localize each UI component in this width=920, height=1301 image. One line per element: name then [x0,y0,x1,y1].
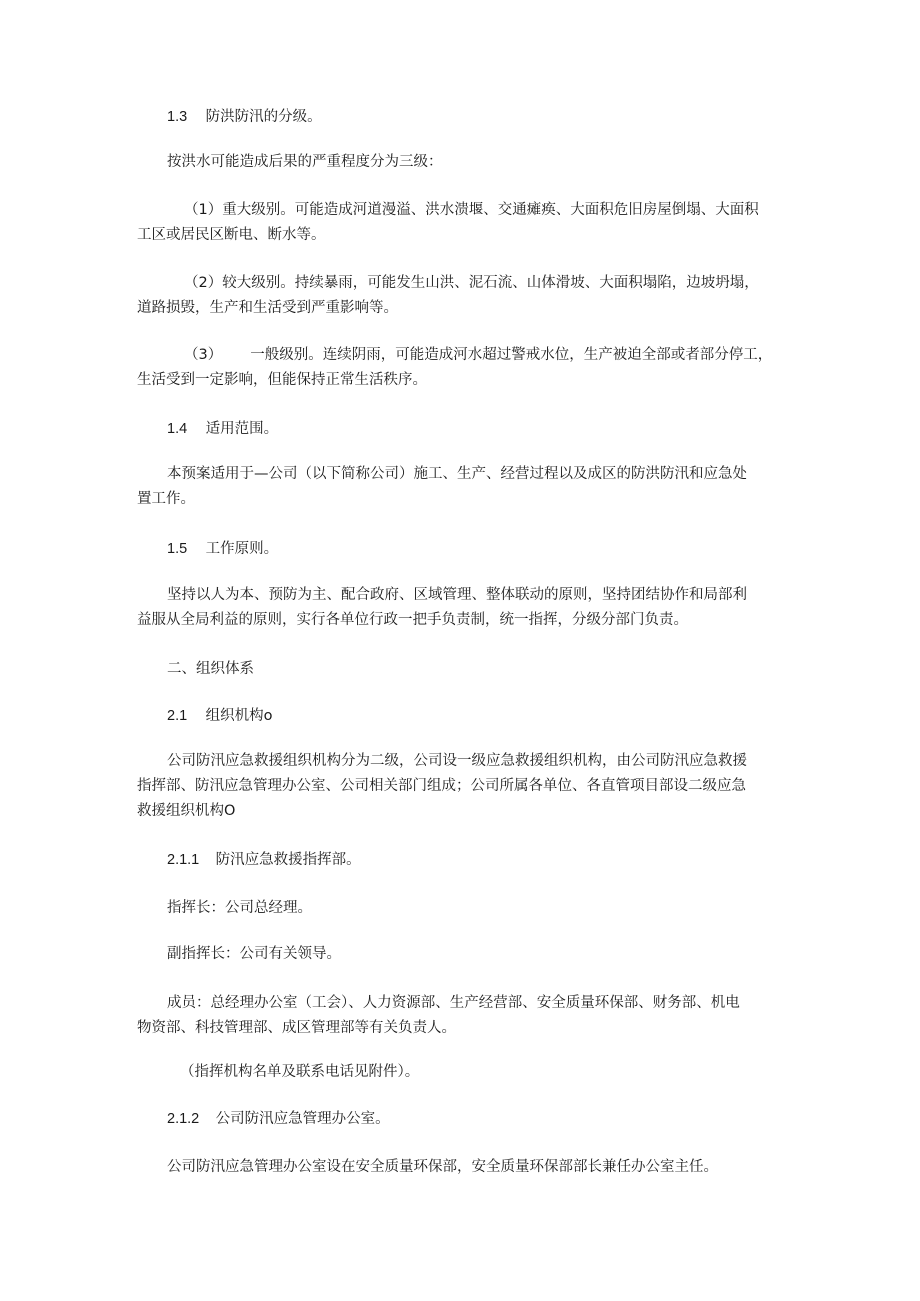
section-number: 1.4 [167,421,188,437]
section-title: 防洪防汛的分级。 [205,109,322,125]
paragraph-line: 救援组织机构O [137,803,236,819]
list-item-level-3 [137,343,798,393]
list-item-line: 工区或居民区断电、断水等。 [137,227,326,243]
paragraph-line: 公司防汛应急救援组织机构分为二级，公司设一级应急救援组织机构，由公司防汛应急救援 [167,753,747,769]
list-item-line: 一般级别。连续阴雨，可能造成河水超过警戒水位，生产被迫全部或者部分停工， [250,347,773,363]
paragraph-line: 坚持以人为本、预防为主、配合政府、区域管理、整体联动的原则，坚持团结协作和局部利 [167,587,747,603]
paragraph-note: （指挥机构名单及联系电话见附件）。 [180,1064,420,1080]
paragraph-organization [137,749,797,824]
section-number: 2.1.2 [167,1111,200,1127]
list-item-marker: （3） [184,347,223,363]
paragraph-classification-intro: 按洪水可能造成后果的严重程度分为三级： [167,154,443,170]
section-heading-1-3 [167,105,797,130]
section-title: 防汛应急救援指挥部。 [215,852,361,868]
paragraph-members [137,991,797,1041]
list-item-line: 道路损毁，生产和生活受到严重影响等。 [137,300,398,316]
section-heading-2-1-1 [167,848,797,873]
section-heading-1-5 [167,537,797,562]
paragraph-line: 成员：总经理办公室（工会）、人力资源部、生产经营部、安全质量环保部、财务部、机电 [167,995,740,1011]
paragraph-line: 物资部、科技管理部、成区管理部等有关负责人。 [137,1020,456,1036]
section-number: 2.1.1 [167,852,200,868]
paragraph-line: 本预案适用于—公司（以下简称公司）施工、生产、经营过程以及成区的防洪防汛和应急处 [167,466,747,482]
paragraph-line: 置工作。 [137,491,195,507]
list-item-line: （1）重大级别。可能造成河道漫溢、洪水溃堰、交通瘫痪、大面积危旧房屋倒塌、大面积 [184,202,759,218]
paragraph-vice-commander: 副指挥长：公司有关领导。 [167,946,341,962]
list-item-line: 生活受到一定影响，但能保持正常生活秩序。 [137,372,427,388]
section-heading-2-1 [167,704,797,729]
list-item-line: （2）较大级别。持续暴雨，可能发生山洪、泥石流、山体滑坡、大面积塌陷，边坡坍塌， [184,275,759,291]
part-heading-organization: 二、组织体系 [167,661,254,677]
section-title: 公司防汛应急管理办公室。 [215,1111,390,1127]
paragraph-commander: 指挥长：公司总经理。 [167,900,312,916]
paragraph-line: 益服从全局利益的原则，实行各单位行政一把手负责制，统一指挥，分级分部门负责。 [137,612,688,628]
paragraph-scope [137,462,797,512]
paragraph-office: 公司防汛应急管理办公室设在安全质量环保部，安全质量环保部部长兼任办公室主任。 [167,1159,718,1175]
section-heading-2-1-2 [167,1107,797,1132]
section-title: 组织机构o [205,708,273,724]
section-heading-1-4 [167,417,797,442]
list-item-level-1 [137,198,798,248]
paragraph-line: 指挥部、防汛应急管理办公室、公司相关部门组成；公司所属各单位、各直管项目部设二级应急 [137,778,746,794]
paragraph-principles [137,583,797,633]
section-title: 适用范围。 [205,421,279,437]
section-number: 1.3 [167,109,188,125]
section-number: 1.5 [167,541,188,557]
list-item-level-2 [137,271,798,321]
section-number: 2.1 [167,708,188,724]
section-title: 工作原则。 [205,541,279,557]
